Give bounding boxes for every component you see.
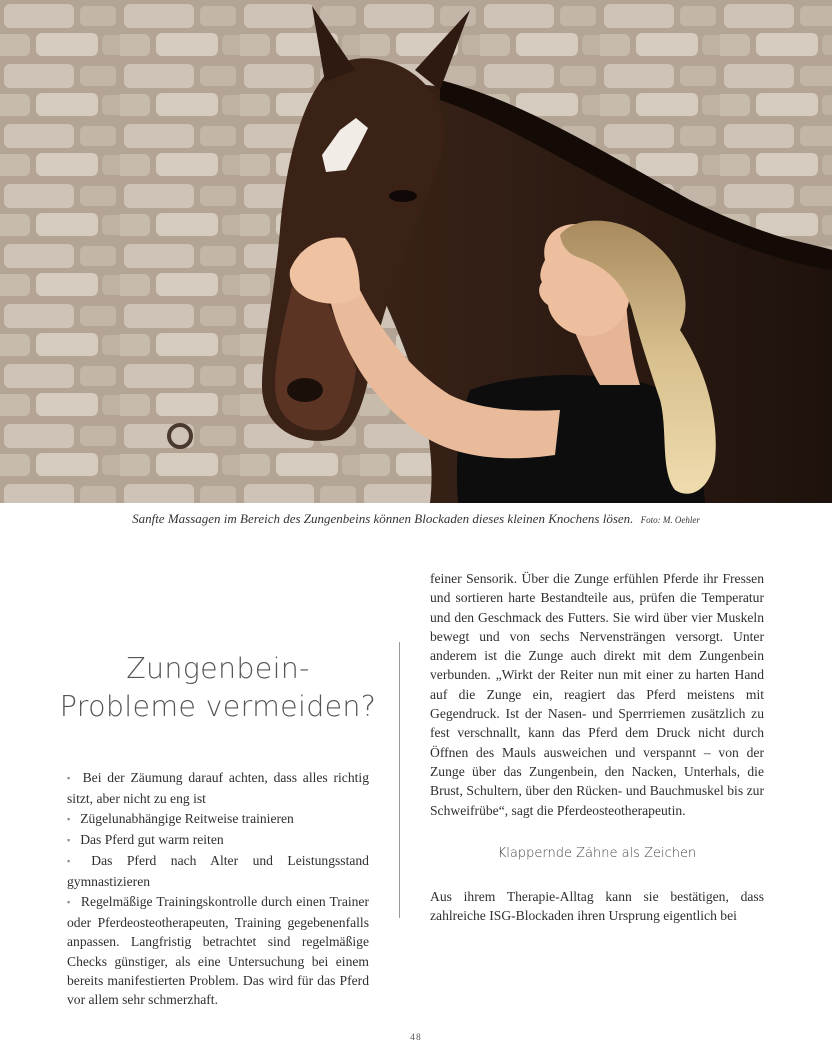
article-subheading: Klappernde Zähne als Zeichen [497, 846, 697, 861]
article-paragraph-1: feiner Sensorik. Über die Zunge erfühlen Pferde ihr Fressen und sortieren harte Bestandteile aus, prüfen die Temperatur und den Geschmack des Futters. Sie wird über vier Muskeln bewegt und von sechs Nervensträngen versorgt. Unter anderem ist die Zunge auch direkt mit dem Zungenbein verbunden. „Wirkt der Reiter nun mit einer zu harten Hand auf die Zunge ein, reagiert das Pferd meistens mit Gegendruck. Ist der Nasen- und Sperrriemen zusätzlich zu fest verschnallt, kann das Pferd dem Druck nicht durch Öffnen des Mauls ausweichen und verspannt – von der Zunge über das Zungenbein, den Nacken, Unterhals, die Brust, Schultern, über den Rücken- und Bauchmuskel bis zur Schweifrübe“, sagt die Pferdeosteotherapeutin. [430, 571, 764, 818]
tip-item: ▪ Bei der Zäumung darauf achten, dass alles richtig sitzt, aber nicht zu eng ist [67, 768, 369, 809]
photo-caption [0, 511, 832, 527]
tip-item: ▪ Das Pferd nach Alter und Leistungsstand gymnastizieren [67, 851, 369, 892]
article-photo [0, 0, 832, 503]
sidebar-title [40, 650, 396, 726]
tip-item: ▪ Regelmäßige Trainingskontrolle durch einen Trainer oder Pferdeosteotherapeuten, Training gegebenenfalls anpassen. Langfristig betrachtet sind regelmäßige Checks günstiger, als eine Untersuchung bei einem bereits manifestierten Problem. Das wird für das Pferd vor allem sehr schmerzhaft. [67, 892, 369, 1010]
caption-text: Sanfte Massagen im Bereich des Zungenbeins können Blockaden dieses kleinen Knochens lösen. [132, 511, 634, 526]
sidebar-title-line2: Probleme vermeiden? [59, 690, 377, 723]
tip-item: ▪ Zügelunabhängige Reitweise trainieren [67, 809, 369, 830]
tip-item: ▪ Das Pferd gut warm reiten [67, 830, 369, 851]
tips-list [67, 768, 369, 1010]
horse-and-woman-photo [0, 0, 832, 503]
article-paragraph-2: Aus ihrem Therapie-Alltag kann sie bestätigen, dass zahlreiche ISG-Blockaden ihren Ursprung eigentlich bei [430, 889, 764, 924]
column-divider [399, 642, 400, 918]
photo-credit: Foto: M. Oehler [640, 515, 700, 525]
page-number: 48 [410, 1033, 422, 1043]
sidebar-title-line1: Zungenbein- [126, 652, 310, 685]
